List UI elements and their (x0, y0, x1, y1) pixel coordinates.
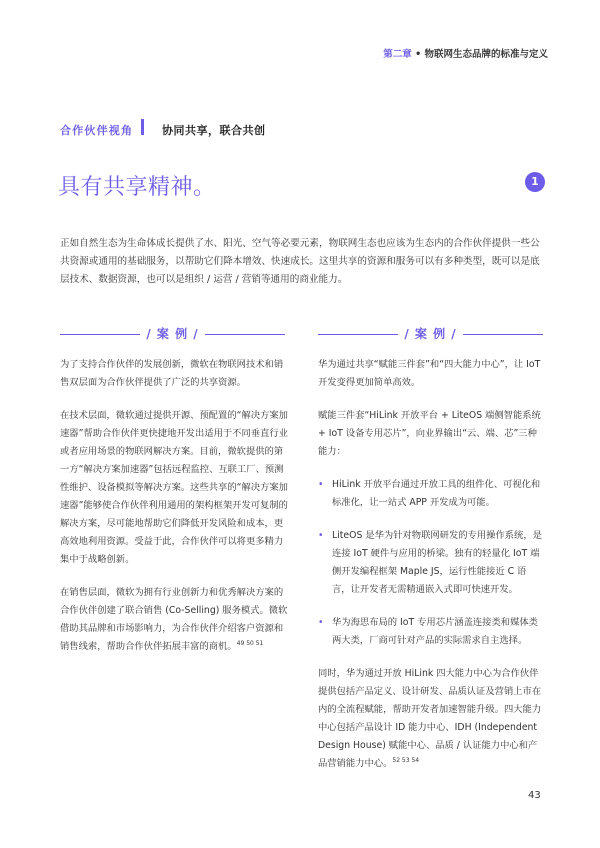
header-separator: • (411, 49, 425, 60)
bullet-text: LiteOS 是华为针对物联网研发的专用操作系统，是连接 IoT 硬件与应用的桥梁。独有的轻量化 IoT 端侧开发编程框架 Maple JS，运行性能接近 C 语言，让开发者无需精通嵌入式即可快速开发。 (332, 530, 542, 595)
right-case-column (318, 356, 544, 773)
kicker-divider (141, 119, 144, 135)
right-paragraph-2: 赋能三件套“HiLink 开放平台 + LiteOS 端侧智能系统 + IoT 设备专用芯片”，向业界输出“云、端、芯”三种能力： (318, 410, 541, 457)
left-paragraph-2: 在技术层面，微软通过提供开源、预配置的“解决方案加速器”帮助合作伙伴更快捷地开发出适用于不同垂直行业或者应用场景的物联网解决方案。目前，微软提供的第一方“解决方案加速器”包括远程监控、互联工厂、预测性维护、设备模拟等解决方案。这些共享的“解决方案加速器”能够使合作伙伴利用通用的架构框架开发可复制的解决方案，尽可能地帮助它们降低开发风险和成本，更高效地利用资源。受益于此，合作伙伴可以将更多精力集中于战略创新。 (60, 410, 288, 565)
right-paragraph-1: 华为通过共享“赋能三件套”和“四大能力中心”，让 IoT 开发变得更加简单高效。 (318, 359, 541, 388)
bullet-text: 华为海思布局的 IoT 专用芯片涵盖连接类和媒体类两大类，厂商可针对产品的实际需求自主选择。 (332, 617, 538, 646)
kicker-label: 合作伙伴视角 (60, 124, 134, 137)
bullet-dot: • (318, 479, 324, 490)
chapter-label: 第二章 (383, 49, 412, 60)
bullet-dot: • (318, 617, 324, 628)
page-title: 具有共享精神。 (58, 175, 216, 200)
case-rule-right (205, 334, 285, 335)
footnote-refs: 52 53 54 (392, 756, 420, 764)
case-rule-right (463, 334, 543, 335)
case-label: / 案 例 / (146, 327, 199, 341)
section-title: 物联网生态品牌的标准与定义 (424, 49, 548, 60)
bullet-text: HiLink 开放平台通过开放工具的组件化、可视化和标准化，让一站式 APP 开发成为可能。 (332, 479, 541, 508)
bullet-dot: • (318, 530, 324, 541)
page-number: 43 (528, 790, 541, 801)
intro-paragraph: 正如自然生态为生命体成长提供了水、阳光、空气等必要元素，物联网生态也应该为生态内的合作伙伴提供一些公共资源或通用的基础服务，以帮助它们降本增效、快速成长。这里共享的资源和服务可以有多种类型，既可以是底层技术、数据资源，也可以是组织 / 运营 / 营销等通用的商业能力。 (60, 238, 540, 285)
bullet-item (318, 527, 544, 599)
case-header-left (60, 325, 285, 343)
left-case-column (60, 356, 288, 656)
right-paragraph-3 (318, 665, 544, 773)
left-paragraph-3-text: 在销售层面，微软为拥有行业创新力和优秀解决方案的合作伙伴创建了联合销售 (Co-Selling) 服务模式。微软借助其品牌和市场影响力，为合作伙伴介绍客户资源和销售线索，帮助合作伙伴拓展丰富的商机。 (60, 587, 288, 652)
bullet-item (318, 476, 544, 512)
case-header-right (318, 325, 543, 343)
number-badge: 1 (525, 172, 545, 192)
left-paragraph-3 (60, 584, 288, 656)
bullet-item (318, 614, 544, 650)
footnote-refs: 49 50 51 (236, 639, 264, 647)
right-paragraph-3-text: 同时，华为通过开放 HiLink 四大能力中心为合作伙伴提供包括产品定义、设计研发、品质认证及营销上市在内的全流程赋能，帮助开发者加速智能升级。四大能力中心包括产品设计 ID 能力中心、IDH (Independent Design House) 赋能中心、品质 / 认证能力中心和产品营销能力中心。 (318, 668, 542, 769)
left-paragraph-1: 为了支持合作伙伴的发展创新，微软在物联网技术和销售双层面为合作伙伴提供了广泛的共享资源。 (60, 359, 284, 388)
kicker-subtitle: 协同共享，联合共创 (162, 124, 266, 137)
running-header (383, 46, 548, 60)
case-label: / 案 例 / (404, 327, 457, 341)
